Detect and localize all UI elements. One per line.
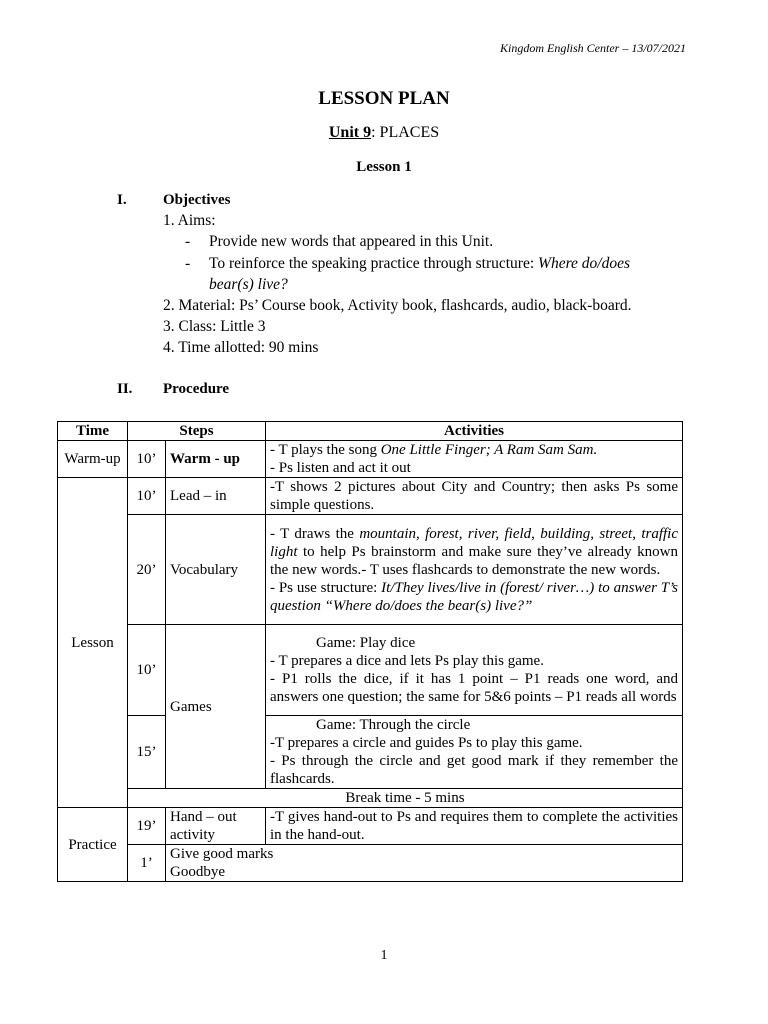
section-2-title: Procedure	[163, 381, 230, 397]
header-note: Kingdom English Center – 13/07/2021	[500, 41, 686, 55]
game1-activity	[266, 625, 683, 716]
class-item: 3. Class: Little 3	[163, 318, 266, 335]
handout-minutes: 19’	[128, 808, 166, 845]
practice-time: Practice	[58, 808, 128, 882]
unit-heading	[0, 124, 768, 142]
table-row-game1	[58, 625, 683, 716]
game2-line1: -T prepares a circle and guides Ps to play this game.	[270, 735, 583, 751]
vocab-act1-text: - T draws the	[270, 525, 360, 542]
warmup-act1-italic: One Little Finger; A Ram Sam Sam.	[380, 442, 598, 458]
game1-line1: - T prepares a dice and lets Ps play this game.	[270, 653, 544, 669]
table-row-vocabulary	[58, 515, 683, 625]
end-act2: Goodbye	[170, 864, 225, 880]
game1-title: Game: Play dice	[316, 635, 416, 651]
vocab-act2-text: - Ps use structure:	[270, 579, 382, 596]
page-number: 1	[380, 948, 388, 963]
vocab-activity	[266, 515, 683, 625]
vocab-act1-italic: mountain, forest, river, field, building, street, traffic light	[270, 525, 678, 560]
game1-minutes: 10’	[128, 625, 166, 716]
handout-activity: -T gives hand-out to Ps and requires them to complete the activities in the hand-out.	[266, 808, 683, 845]
handout-step: Hand – out activity	[166, 808, 266, 845]
page-title: LESSON PLAN	[318, 88, 450, 109]
section-1-number: I.	[117, 192, 127, 208]
warmup-step: Warm - up	[166, 441, 266, 478]
aim-2-dash: -	[185, 255, 191, 272]
header-time: Time	[58, 422, 128, 441]
aims-label: 1. Aims:	[163, 212, 216, 229]
warmup-activity	[266, 441, 683, 478]
table-row-handout	[58, 808, 683, 845]
warmup-time: Warm-up	[58, 441, 128, 478]
table-header-row	[58, 422, 683, 441]
procedure-table	[57, 421, 683, 882]
leadin-activity: -T shows 2 pictures about City and Country; then asks Ps some simple questions.	[266, 478, 683, 515]
header-activities: Activities	[266, 422, 683, 441]
vocab-act1-post: to help Ps brainstorm and make sure they’ve already known the new words.- T uses flashcards to demonstrate the new words.	[270, 543, 678, 578]
aim-2-italic-cont: bear(s) live?	[209, 276, 288, 293]
unit-separator: :	[371, 124, 380, 141]
table-row-warmup	[58, 441, 683, 478]
table-row-end	[58, 845, 683, 882]
end-minutes: 1’	[128, 845, 166, 882]
lesson-heading: Lesson 1	[356, 159, 412, 175]
leadin-step: Lead – in	[166, 478, 266, 515]
break-time: Break time - 5 mins	[128, 789, 683, 808]
unit-label: Unit 9	[328, 124, 372, 141]
section-1-title: Objectives	[163, 192, 231, 208]
section-2-number: II.	[117, 381, 133, 397]
games-step: Games	[166, 625, 266, 789]
header-steps: Steps	[128, 422, 266, 441]
vocab-minutes: 20’	[128, 515, 166, 625]
material-item: 2. Material: Ps’ Course book, Activity book, flashcards, audio, black-board.	[163, 297, 632, 314]
game1-line2: - P1 rolls the dice, if it has 1 point – P1 reads one word, and answers one question; the same for 5&6 points – P1 reads all words	[270, 671, 678, 705]
vocab-act2-italic: It/They lives/live in (forest/ river…) to answer T’s question “Where do/does the bear(s) live?”	[270, 579, 678, 614]
table-row-game2	[58, 716, 683, 789]
table-row-leadin	[58, 478, 683, 515]
game2-activity	[266, 716, 683, 789]
aim-2-text: To reinforce the speaking practice through structure:	[209, 255, 539, 272]
unit-name: PLACES	[379, 124, 440, 141]
aim-1-text: Provide new words that appeared in this Unit.	[209, 233, 494, 250]
aim-1-dash: -	[185, 233, 191, 250]
time-item: 4. Time allotted: 90 mins	[163, 339, 319, 356]
table-row-break	[58, 789, 683, 808]
end-activity	[166, 845, 683, 882]
leadin-minutes: 10’	[128, 478, 166, 515]
lesson-time: Lesson	[58, 478, 128, 808]
end-act1: Give good marks	[170, 846, 274, 862]
vocab-step: Vocabulary	[166, 515, 266, 625]
game2-line2: - Ps through the circle and get good mark if they remember the flashcards.	[270, 753, 678, 787]
game2-minutes: 15’	[128, 716, 166, 789]
warmup-minutes: 10’	[128, 441, 166, 478]
warmup-act1-text: - T plays the song	[270, 442, 381, 458]
aim-2-italic: Where do/does	[538, 255, 631, 272]
game2-title: Game: Through the circle	[316, 717, 471, 733]
warmup-act2: - Ps listen and act it out	[270, 460, 411, 476]
